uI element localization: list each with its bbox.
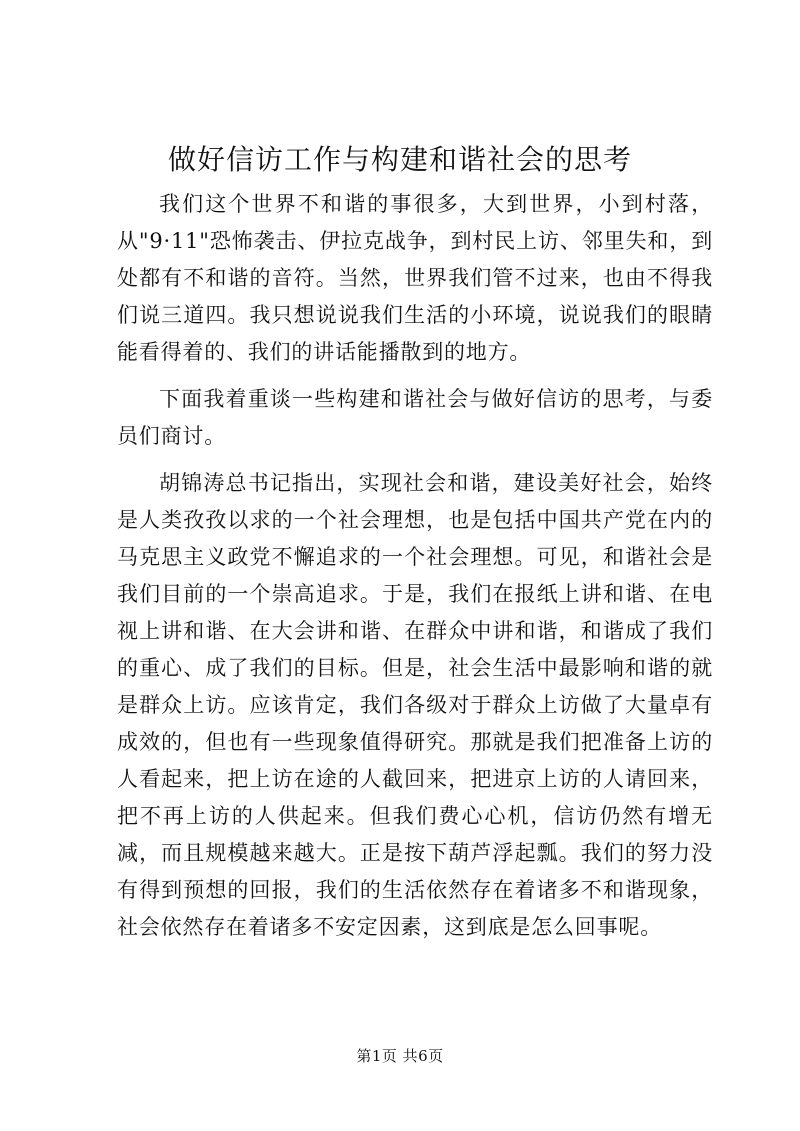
paragraph-3: 胡锦涛总书记指出，实现社会和谐，建设美好社会，始终是人类孜孜以求的一个社会理想，也是包括中国共产党在内的马克思主义政党不懈追求的一个社会理想。可见，和谐社会是我们目前的一个崇高追求。于是，我们在报纸上讲和谐、在电视上讲和谐、在大会讲和谐、在群众中讲和谐，和谐成了我们的重心、成了我们的目标。但是，社会生活中最影响和谐的就是群众上访。应该肯定，我们各级对于群众上访做了大量卓有成效的，但也有一些现象值得研究。那就是我们把准备上访的人看起来，把上访在途的人截回来，把进京上访的人请回来，把不再上访的人供起来。但我们费心心机，信访仍然有增无减，而且规模越来越大。正是按下葫芦浮起瓢。我们的努力没有得到预想的回报，我们的生活依然存在着诸多不和谐现象，社会依然存在着诸多不安定因素，这到底是怎么回事呢。 — [117, 471, 713, 939]
document-title: 做好信访工作与构建和谐社会的思考 — [167, 143, 632, 176]
paragraph-1: 我们这个世界不和谐的事很多，大到世界，小到村落，从"9·11"恐怖袭击、伊拉克战争，到村民上访、邻里失和，到处都有不和谐的音符。当然，世界我们管不过来，也由不得我们说三道四。我只想说说我们生活的小环境，说说我们的眼睛能看得着的、我们的讲话能播散到的地方。 — [117, 192, 713, 364]
paragraph-2: 下面我着重谈一些构建和谐社会与做好信访的思考，与委员们商讨。 — [117, 387, 713, 448]
page-footer: 第1页 共6页 — [356, 1047, 444, 1065]
document-body — [117, 186, 713, 946]
